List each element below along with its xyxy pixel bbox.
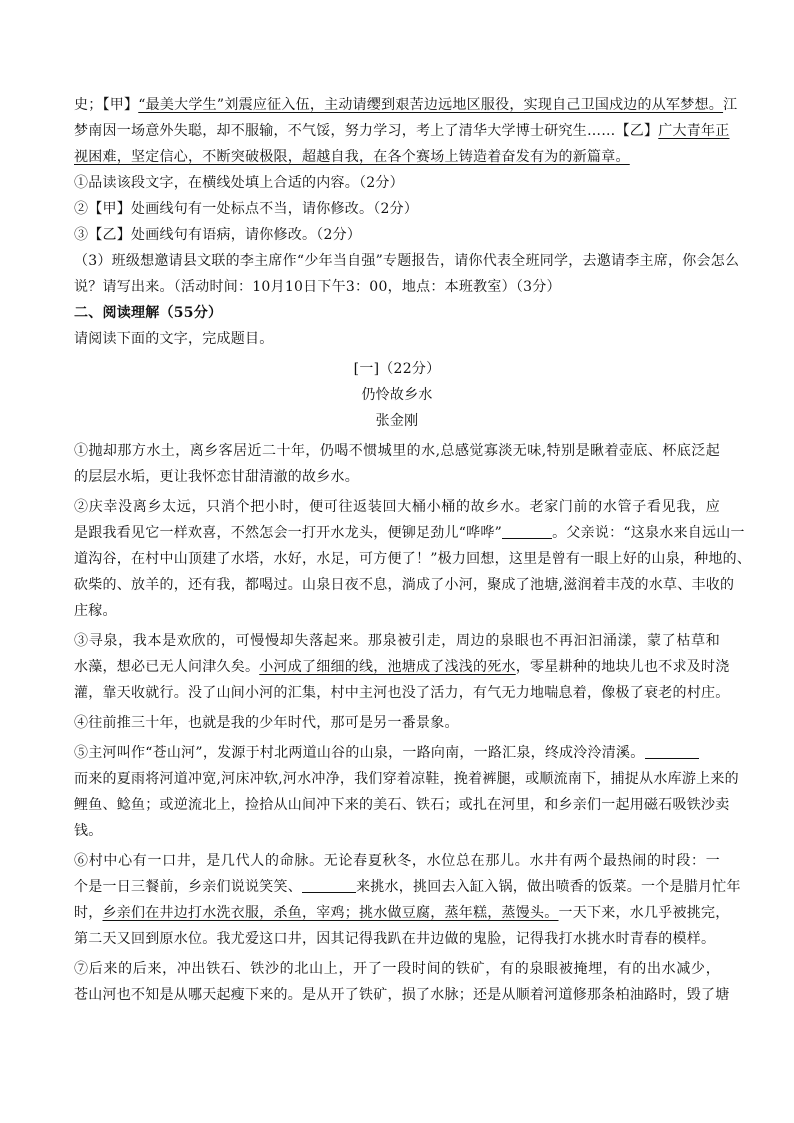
question-3-line: （3）班级想邀请县文联的李主席作“少年当自强”专题报告，请你代表全班同学，去邀请李主席，你会怎么 [74, 253, 740, 269]
underlined-sentence: 乡亲们在井边打水洗衣服，杀鱼，宰鸡；挑水做豆腐，蒸年糕，蒸馒头。 [102, 905, 559, 921]
text: 个是一日三餐前，乡亲们说说笑笑、 [74, 879, 302, 895]
paragraph-line: ①抛却那方水土，离乡客居近二十年，仍喝不惯城里的水,总感觉寡淡无味,特别是瞅着壶底、杯底泛起 [74, 443, 720, 459]
paragraph-line: ⑥村中心有一口井，是几代人的命脉。无论春夏秋冬，水位总在那儿。水井有两个最热闹的时段：一 [74, 853, 720, 869]
text: 来挑水，挑回去入缸入锅，做出喷香的饭菜。一个是腊月忙年 [356, 879, 741, 895]
text: 江 [723, 97, 738, 113]
sub-question-1: ①品读该段文字，在横线处填上合适的内容。（2分） [74, 175, 404, 191]
paragraph-line: ④往前推三十年，也就是我的少年时代，那可是另一番景象。 [74, 715, 459, 731]
paragraph-line: ③寻泉，我本是欢欣的，可慢慢却失落起来。那泉被引走，周边的泉眼也不再汩汩涌漾，蒙了枯草和 [74, 633, 720, 649]
fill-blank [302, 876, 356, 893]
paragraph-line [74, 520, 745, 546]
paragraph-line: 灌，靠天收就行。没了山间小河的汇集，村中主河也没了活力，有气无力地喘息着，像极了衰老的村庄。 [74, 685, 730, 701]
article-part-label: [一]（22分） [353, 361, 441, 377]
fill-blank [645, 742, 699, 759]
paragraph-line: 钱。 [74, 823, 103, 839]
underlined-sentence: 小河成了细细的线，池塘成了浅浅的死水 [259, 659, 516, 675]
paragraph-line [74, 740, 720, 766]
paragraph-line [74, 874, 741, 900]
paragraph-line: 道沟谷，在村中山顶建了水塔，水好，水足，可方便了！”极力回想，这里是曾有一眼上好的山泉，种地的、 [74, 551, 752, 567]
text: 水藻，想必已无人问津久矣。 [74, 659, 260, 675]
paragraph-line: 庄稼。 [74, 603, 117, 619]
text: 是跟我看见它一样欢喜，不然怎会一打开水龙头，便铆足劲儿“哗哗” [74, 525, 503, 541]
paragraph-line: ⑦后来的后来，冲出铁石、铁沙的北山上，开了一段时间的铁矿，有的泉眼被掩埋，有的出水减少， [74, 961, 720, 977]
paragraph-line: ②庆幸没离乡太远，只消个把小时，便可往返装回大桶小桶的故乡水。老家门前的水管子看见我，应 [74, 499, 720, 515]
paragraph-line: 苍山河也不知是从哪天起瘦下来的。是从开了铁矿，损了水脉；还是从顺着河道修那条柏油路时，毁了塘 [74, 987, 730, 1003]
text: 一天下来，水几乎被挑完， [558, 905, 730, 921]
paragraph-line: 鲤鱼、鲶鱼；或逆流北上，捡拾从山间冲下来的美石、铁石；或扎在河里，和乡亲们一起用磁石吸铁沙卖 [74, 797, 730, 813]
underlined-sentence-yi: 广大青年正 [658, 123, 730, 139]
paragraph-line: 第二天又回到原水位。我尤爱这口井，因其记得我趴在井边做的鬼脸，记得我打水挑水时青春的模样。 [74, 931, 716, 947]
text: ⑤主河叫作“苍山河”，发源于村北两道山谷的山泉，一路向南，一路汇泉，终成泠泠清溪。 [74, 745, 645, 761]
text: 梦南因一场意外失聪，却不服输，不气馁，努力学习，考上了清华大学博士研究生……【乙】 [74, 123, 659, 139]
paragraph-line [74, 654, 730, 680]
fill-blank [502, 522, 552, 539]
text: ，零星耕种的地块儿也不求及时浇 [515, 659, 730, 675]
section-heading: 二、阅读理解（55分） [74, 305, 223, 321]
question-line [74, 144, 720, 170]
question-3-line: 说？请写出来。（活动时间：10月10日下午3：00，地点：本班教室）（3分） [74, 279, 561, 295]
paragraph-line: 而来的夏雨将河道冲宽,河床冲软,河水冲净，我们穿着凉鞋，挽着裤腿，或顺流南下，捕捉从水库游上来的 [74, 771, 739, 787]
sub-question-2: ②【甲】处画线句有一处标点不当，请你修改。（2分） [74, 201, 419, 217]
question-line [74, 92, 738, 118]
paragraph-line: 砍柴的、放羊的，还有我，都喝过。山泉日夜不息，淌成了小河，聚成了池塘,滋润着丰茂的水草、丰收的 [74, 577, 735, 593]
paragraph-line: 的层层水垢，更让我怀恋甘甜清澈的故乡水。 [74, 469, 359, 485]
article-author: 张金刚 [375, 413, 419, 429]
text: 史；【甲】 [74, 97, 139, 113]
section-instruction: 请阅读下面的文字，完成题目。 [74, 331, 274, 347]
paragraph-line [74, 900, 730, 926]
underlined-sentence-jia: “最美大学生”刘震应征入伍，主动请缨到艰苦边远地区服役，实现自己卫国戍边的从军梦想。 [138, 97, 724, 113]
text: 时， [74, 905, 103, 921]
page-content [74, 92, 752, 1008]
question-line [74, 118, 730, 144]
text: 。父亲说：“这泉水来自远山一 [552, 525, 745, 541]
underlined-sentence-yi-cont: 视困难，坚定信心，不断突破极限，超越自我，在各个赛场上铸造着奋发有为的新篇章。 [74, 149, 630, 165]
sub-question-3: ③【乙】处画线句有语病，请你修改。（2分） [74, 227, 362, 243]
article-title: 仍怜故乡水 [361, 387, 433, 403]
